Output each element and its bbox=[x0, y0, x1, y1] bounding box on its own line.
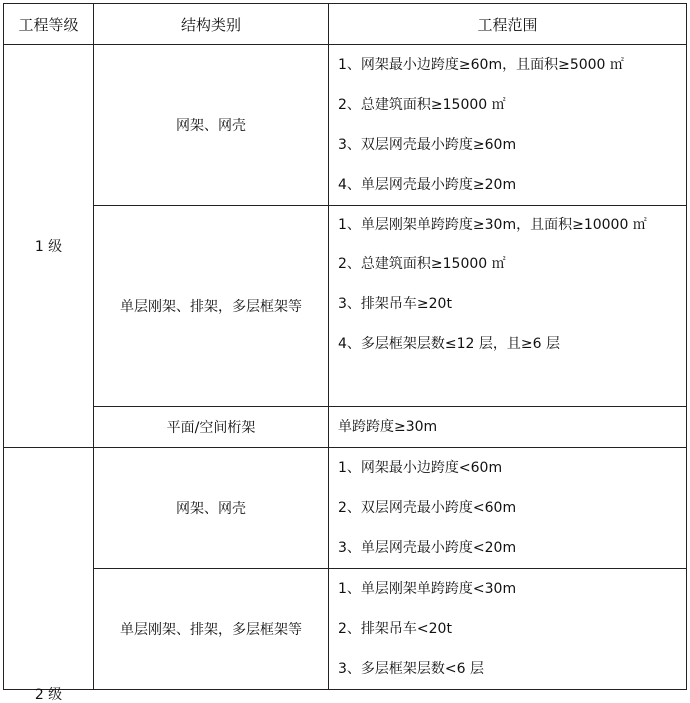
table-row bbox=[4, 45, 687, 206]
grade-2-cell bbox=[4, 448, 94, 703]
scope-cell bbox=[329, 448, 687, 569]
scope-cell bbox=[329, 569, 687, 690]
scope-item: 1、单层刚架单跨跨度≥30m，且面积≥10000 ㎡ bbox=[338, 217, 647, 233]
scope-item: 4、单层网壳最小跨度≥20m bbox=[338, 177, 517, 193]
scope-item: 2、总建筑面积≥15000 ㎡ bbox=[338, 256, 506, 272]
scope-item: 3、双层网壳最小跨度≥60m bbox=[338, 137, 517, 153]
scope-item: 4、多层框架层数≤12 层，且≥6 层 bbox=[338, 336, 560, 352]
structure-type-cell: 网架、网壳 bbox=[94, 448, 329, 569]
scope-cell bbox=[329, 206, 687, 407]
structure-type-cell: 网架、网壳 bbox=[94, 45, 329, 206]
grade-1-cell bbox=[4, 45, 94, 448]
header-scope: 工程范围 bbox=[329, 4, 687, 45]
table-row bbox=[4, 448, 687, 569]
scope-item: 2、排架吊车<20t bbox=[338, 621, 452, 637]
scope-item: 3、单层网壳最小跨度<20m bbox=[338, 540, 517, 556]
header-grade: 工程等级 bbox=[4, 4, 94, 45]
header-row bbox=[4, 4, 687, 45]
scope-item: 1、网架最小边跨度<60m bbox=[338, 460, 503, 476]
scope-item: 2、总建筑面积≥15000 ㎡ bbox=[338, 97, 506, 113]
scope-cell bbox=[329, 45, 687, 206]
table-row bbox=[4, 206, 687, 407]
header-structure-type: 结构类别 bbox=[94, 4, 329, 45]
grade-label: 1 级 bbox=[34, 239, 63, 255]
scope-item: 3、排架吊车≥20t bbox=[338, 296, 452, 312]
structure-type-cell: 平面/空间桁架 bbox=[94, 407, 329, 448]
structure-type-cell: 单层刚架、排架，多层框架等 bbox=[94, 569, 329, 690]
scope-item: 单跨跨度≥30m bbox=[338, 419, 438, 435]
table-row bbox=[4, 407, 687, 448]
scope-item: 1、单层刚架单跨跨度<30m bbox=[338, 581, 517, 597]
engineering-grade-table bbox=[3, 3, 687, 703]
scope-cell bbox=[329, 407, 687, 448]
table-row bbox=[4, 569, 687, 690]
structure-type-cell: 单层刚架、排架，多层框架等 bbox=[94, 206, 329, 407]
scope-item: 3、多层框架层数<6 层 bbox=[338, 661, 484, 677]
scope-item: 1、网架最小边跨度≥60m，且面积≥5000 ㎡ bbox=[338, 57, 624, 73]
scope-item: 2、双层网壳最小跨度<60m bbox=[338, 500, 517, 516]
grade-label: 2 级 bbox=[34, 687, 63, 703]
